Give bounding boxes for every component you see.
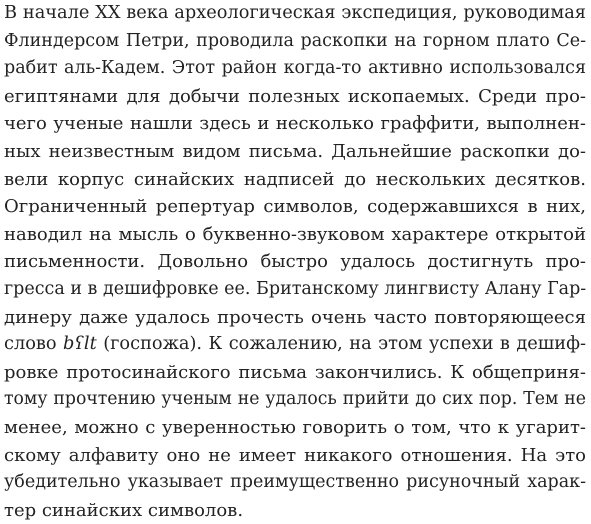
text-line: вели корпус синайских надписей до нескольких десятков. — [4, 168, 586, 190]
italic-term: bʕlt — [63, 334, 97, 355]
text-line: менее, можно с уверенностью говорить о том, что к угарит- — [4, 416, 586, 438]
text-line: В начале XX века археологическая экспедиция, руководимая — [4, 3, 586, 23]
text-line: гресса и в дешифровке ее. Британскому лингвисту Алану Гар- — [4, 278, 586, 299]
text-line: тому прочтению ученым не удалось прийти до сих пор. Тем не — [4, 389, 586, 410]
text-line: скому алфавиту оно не имеет никакого отношения. На это — [4, 444, 586, 466]
text-line: письменности. Довольно быстро удалось достигнуть про- — [4, 251, 586, 273]
text-line: убедительно указывает преимущественно рисуночный харак- — [4, 472, 586, 493]
text-line: ровке протосинайского письма закончились. К общеприня- — [4, 361, 586, 383]
text-line — [4, 331, 586, 359]
text-segment: (госпожа). К сожалению, на этом успехи в дешиф- — [96, 334, 586, 355]
text-line: чего ученые нашли здесь и несколько граффити, выполнен- — [4, 113, 586, 135]
text-line: Ограниченный репертуар символов, содержавшихся в них, — [4, 196, 586, 218]
text-line: ных неизвестным видом письма. Дальнейшие раскопки до- — [4, 140, 586, 162]
text-line: тер синайских символов. — [4, 499, 244, 521]
text-line: египтянами для добычи полезных ископаемых. Среди про- — [4, 85, 586, 107]
text-line: наводил на мысль о буквенно-звуковом характере открытой — [4, 223, 586, 245]
text-line: динеру даже удалось прочесть очень часто повторяющееся — [4, 306, 586, 328]
text-segment: слово — [4, 334, 64, 355]
text-line: рабит аль-Кадем. Этот район когда-то активно использовался — [4, 58, 586, 79]
text-line: Флиндерсом Петри, проводила раскопки на горном плато Се- — [4, 30, 586, 51]
body-paragraph — [4, 0, 586, 524]
